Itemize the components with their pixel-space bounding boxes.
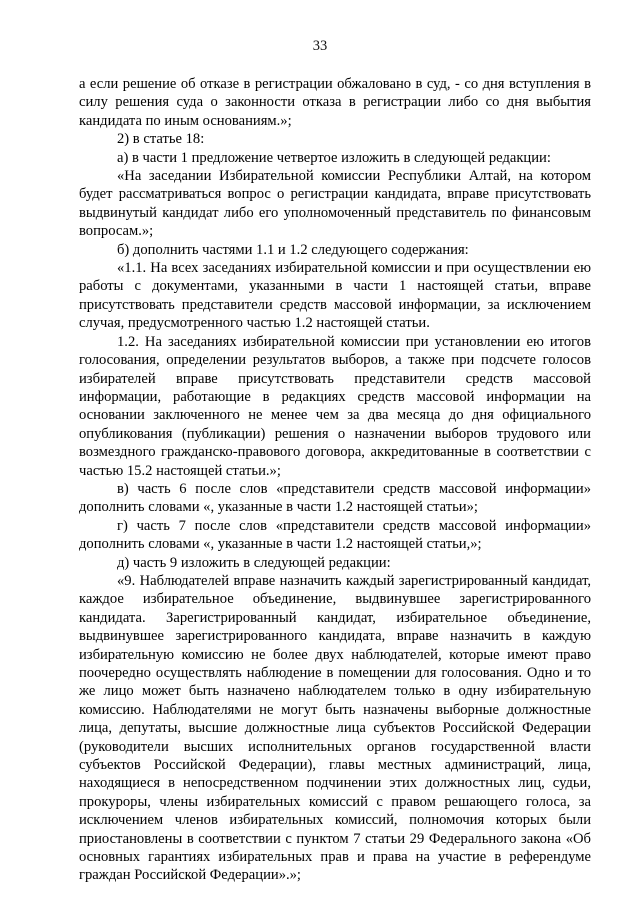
- paragraph: 2) в статье 18:: [117, 131, 205, 148]
- paragraph: б) дополнить частями 1.1 и 1.2 следующего содержания:: [117, 241, 469, 258]
- document-body: [79, 75, 591, 885]
- paragraph: в) часть 6 после слов «представители средств массовой информации» дополнить словами «, указанные в части 1.2 настоящей статьи»;: [79, 480, 591, 516]
- page-number: 33: [312, 38, 328, 54]
- paragraph: а) в части 1 предложение четвертое изложить в следующей редакции:: [117, 149, 551, 166]
- paragraph: 1.2. На заседаниях избирательной комиссии при установлении ею итогов голосования, определении результатов выборов, а также при подсчете голосов избирателей вправе присутствовать представители средств массовой информации, работающие в редакциях средств массовой информации на основании заключенного не менее чем за два месяца до дня официального опубликования (публикации) решения о назначении выборов трудового или возмездного гражданско-правового договора, аккредитованные в соответствии с частью 15.2 настоящей статьи.»;: [79, 333, 591, 479]
- paragraph: г) часть 7 после слов «представители средств массовой информации» дополнить словами «, указанные в части 1.2 настоящей статьи,»;: [79, 517, 591, 553]
- paragraph: а если решение об отказе в регистрации обжаловано в суд, - со дня вступления в силу решения суда о законности отказа в регистрации либо со дня выбытия кандидата по иным основаниям.»;: [79, 76, 591, 129]
- paragraph: «1.1. На всех заседаниях избирательной комиссии и при осуществлении ею работы с документами, указанными в части 1 настоящей статьи, вправе присутствовать представители средств массовой информации, за исключением случая, предусмотренного частью 1.2 настоящей статьи.: [79, 260, 591, 332]
- paragraph: д) часть 9 изложить в следующей редакции:: [117, 554, 391, 571]
- paragraph: «9. Наблюдателей вправе назначить каждый зарегистрированный кандидат, каждое избирательное объединение, выдвинувшее зарегистрированного кандидата. Зарегистрированный кандидат, избирательное объединение, выдвинувшее зарегистрированного кандидата, вправе назначить в каждую избирательную комиссию не более двух наблюдателей, которые имеют право поочередно осуществлять наблюдение в помещении для голосования. Одно и то же лицо может быть назначено наблюдателем только в одну избирательную комиссию. Наблюдателями не могут быть назначены выборные должностные лица, депутаты, высшие должностные лица субъектов Российской Федерации (руководители высших исполнительных органов государственной власти субъектов Российской Федерации), главы местных администраций, лица, находящиеся в непосредственном подчинении этих должностных лиц, судьи, прокуроры, члены избирательных комиссий с правом решающего голоса, за исключением членов избирательных комиссий, полномочия которых были приостановлены в соответствии с пунктом 7 статьи 29 Федерального закона «Об основных гарантиях избирательных прав и права на участие в референдуме граждан Российской Федерации».»;: [79, 572, 591, 884]
- paragraph: «На заседании Избирательной комиссии Республики Алтай, на котором будет рассматриваться вопрос о регистрации кандидата, вправе присутствовать выдвинутый кандидат либо его уполномоченный представитель по финансовым вопросам.»;: [79, 168, 591, 240]
